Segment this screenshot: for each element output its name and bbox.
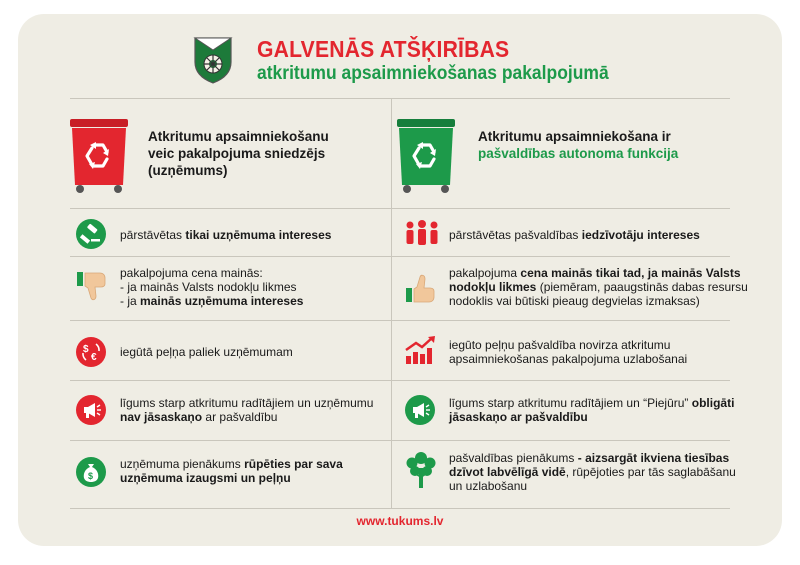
right-row-5-text	[449, 451, 736, 493]
text-line	[120, 294, 303, 308]
right-row-1-text	[449, 228, 700, 242]
svg-text:$: $	[88, 471, 94, 481]
divider	[70, 256, 730, 257]
text-line	[449, 294, 748, 308]
coat-of-arms-icon	[193, 36, 233, 84]
people-icon	[404, 219, 440, 252]
text-line	[449, 479, 736, 493]
text-line	[449, 451, 736, 465]
left-heading-line: Atkritumu apsaimniekošanu	[148, 129, 329, 144]
text: iegūto peļņu pašvaldība novirza atkritumu	[449, 338, 671, 352]
megaphone-icon	[76, 395, 106, 425]
footer-link[interactable]: www.tukums.lv	[356, 514, 444, 528]
bold-text: jāsaskaņo ar pašvaldību	[449, 410, 588, 424]
right-row-4-text	[449, 396, 734, 424]
text-line	[120, 280, 303, 294]
text-line	[449, 266, 748, 280]
column-divider	[391, 98, 392, 508]
left-row-1-text	[120, 228, 331, 242]
bold-text: obligāti	[691, 396, 735, 410]
text: nodoklis vai būtiski pieaug degvielas izmaksas)	[449, 294, 700, 308]
text-line	[449, 410, 734, 424]
right-row-2-text	[449, 266, 748, 308]
text-line	[449, 228, 700, 242]
bold-text: uzņēmuma izaugsmi un peļņu	[120, 471, 291, 485]
divider	[70, 380, 730, 381]
text: pašvaldības pienākums	[449, 451, 578, 465]
text: līgums starp atkritumu radītājiem un uzņēmumu	[120, 396, 374, 410]
red-bin-icon	[68, 117, 130, 195]
text: uzņēmuma pienākums	[120, 457, 245, 471]
bold-text: tikai uzņēmuma intereses	[185, 228, 332, 242]
divider	[70, 508, 730, 509]
green-bin-icon	[395, 117, 457, 195]
text: ar pašvaldību	[202, 410, 278, 424]
text-line	[120, 410, 373, 424]
money-exchange-icon	[76, 337, 106, 367]
text: pārstāvētas pašvaldības	[449, 228, 582, 242]
tree-icon	[404, 450, 438, 495]
left-heading-line: veic pakalpojuma sniedzējs	[148, 146, 326, 161]
bold-text: dzīvot labvēlīgā vidē	[449, 465, 566, 479]
divider	[70, 320, 730, 321]
gavel-icon	[76, 219, 106, 249]
text-line	[120, 396, 373, 410]
thumbs-down-icon	[76, 270, 108, 311]
page-subtitle: atkritumu apsaimniekošanas pakalpojumā	[257, 63, 609, 84]
left-row-4-text	[120, 396, 373, 424]
left-heading	[148, 128, 329, 179]
right-heading-line: pašvaldības autonoma funkcija	[478, 146, 679, 161]
thumbs-up-icon	[405, 270, 437, 311]
bold-text: iedzīvotāju intereses	[581, 228, 700, 242]
text: pakalpojuma cena mainās:	[120, 266, 263, 280]
megaphone-icon	[405, 395, 435, 425]
bold-text: nodokļu likmes	[449, 280, 537, 294]
bold-text: - aizsargāt ikviena tiesības	[577, 451, 730, 465]
bold-text: rūpēties par sava	[244, 457, 343, 471]
left-row-3-text	[120, 345, 293, 359]
left-heading-line: (uzņēmums)	[148, 163, 228, 178]
text-line	[120, 228, 331, 242]
left-row-5-text	[120, 457, 343, 485]
growth-chart-icon	[404, 334, 440, 371]
svg-text:$: $	[83, 344, 89, 355]
text-line	[449, 352, 687, 366]
bold-text: nav jāsaskaņo	[120, 410, 203, 424]
text-line	[120, 457, 343, 471]
text-line	[449, 396, 734, 410]
divider	[70, 98, 730, 99]
text-line	[120, 266, 303, 280]
text: apsaimniekošanas pakalpojuma uzlabošanai	[449, 352, 688, 366]
divider	[70, 440, 730, 441]
text: līgums starp atkritumu radītājiem un “Piejūru”	[449, 396, 692, 410]
text: iegūtā peļņa paliek uzņēmumam	[120, 345, 293, 359]
right-row-3-text	[449, 338, 687, 366]
text: - ja mainās Valsts nodokļu likmes	[120, 280, 297, 294]
money-bag-icon	[76, 457, 106, 487]
text-line	[449, 338, 687, 352]
text: - ja	[120, 294, 141, 308]
page-title: GALVENĀS ATŠĶIRĪBAS	[257, 36, 510, 62]
text-line	[120, 471, 343, 485]
text-line	[449, 280, 748, 294]
bold-text: cena mainās tikai tad, ja mainās Valsts	[520, 266, 741, 280]
right-heading-line: Atkritumu apsaimniekošana ir	[478, 129, 671, 144]
text: , rūpējoties par tās saglabāšanu	[565, 465, 736, 479]
text: pakalpojuma	[449, 266, 521, 280]
text-line	[449, 465, 736, 479]
left-row-2-text	[120, 266, 303, 308]
right-heading	[478, 128, 678, 162]
divider	[70, 208, 730, 209]
svg-text:€: €	[91, 352, 97, 363]
text: (piemēram, paaugstinās dabas resursu	[536, 280, 748, 294]
text: pārstāvētas	[120, 228, 186, 242]
bold-text: mainās uzņēmuma intereses	[140, 294, 304, 308]
text-line	[120, 345, 293, 359]
text: un uzlabošanu	[449, 479, 528, 493]
